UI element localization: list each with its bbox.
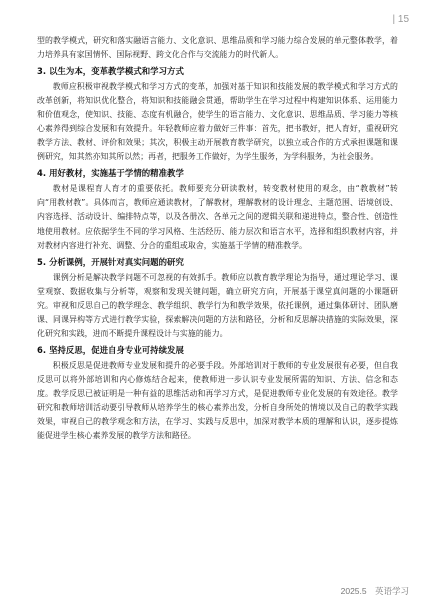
section-heading-5: 5. 分析课例，开展针对真实问题的研究 [37, 256, 184, 267]
section-paragraph-6: 积极反思是促进教师专业发展和提升的必要手段。外部培训对于教师的专业发展很有必要，但自我反思可以将外部培训和内心修炼结合起来，使教师进一步认识专业发展所需的知识、方法、信念和态度。教学反思已被证明是一种有益的思维活动和再学习方式，是促进教师专业化发展的有效途径。教学研究和教师培训活动要引导教师从培养学生的核心素养出发，分析自身所处的情境以及自己的教学实践效果，审视自己的教学观念和方法，在学习、实践与反思中，加深对教学本质的理解和认识，逐步提炼能促进学生核心素养发展的教学方法和路径。 [37, 360, 398, 441]
page-number: | 15 [392, 14, 409, 25]
footer-issue: 2025.5 [340, 586, 367, 596]
article-body [37, 34, 398, 443]
section-heading-3: 3. 以生为本，变革教学模式和学习方式 [37, 66, 184, 77]
intro-continuation: 型的教学模式，研究和落实融语言能力、文化意识、思维品质和学习能力综合发展的单元整体教学，着力培养具有家国情怀、国际视野、跨文化合作与交流能力的时代新人。 [37, 36, 398, 60]
section-heading-4: 4. 用好教材，实施基于学情的精准教学 [37, 168, 184, 179]
section-paragraph-5: 课例分析是解决教学问题不可忽视的有效抓手。教师应以教育教学理论为指导，通过理论学习、课堂观察、数据收集与分析等，观察和发现关键问题，确立研究方向，开展基于课堂真问题的小课题研究。审视和反思自己的教学理念、教学组织、教学行为和教学效果，依托课例，通过集体研讨、团队磨课、同课异构等方式进行教学实验，探索解决问题的方法和路径，分析和反思解决措施的实际效果，深化研究和实践，进而不断提升课程设计与实施的能力。 [37, 272, 398, 338]
page-footer [335, 585, 409, 597]
section-heading-6: 6. 坚持反思，促进自身专业可持续发展 [37, 344, 184, 355]
section-paragraph-4: 教材是课程育人育才的重要依托。教师要充分研读教材，转变教材使用的观念，由“教教材”转向“用教材教”。具体而言，教师应通读教材，了解教材，理解教材的设计理念、主题范围、语境创设、内容选择、活动设计、编排特点等，以及各册次、各单元之间的逻辑关联和递进特点，整合性、创造性地使用教材。应依据学生不同的学习风格、生活经历、能力层次和语言水平，选择和组织教材内容，并对教材内容进行补充、调整、分合的重组或取舍，实施基于学情的精准教学。 [37, 184, 398, 250]
footer-journal: 英语学习 [374, 586, 409, 596]
section-paragraph-3: 教师应积极审视教学模式和学习方式的变革，加强对基于知识和技能发展的教学模式和学习方式的改革创新，将知识优化整合，将知识和技能融会贯通，帮助学生在学习过程中构建知识体系、运用能力和价值观念，使知识、技能、态度有机融合，使学生的语言能力、文化意识、思维品质、学习能力等核心素养得到综合发展和有效提升。年轻教师应着力做好三件事：首先，把书教好，把人育好，重视研究教学方法、教材、评价和效果；其次，积极主动开展教育教学研究，以独立或合作的方式承担课题和课例研究，知其然亦知其所以然；再者，把服务工作做好，为学生服务，为学科服务，为社会服务。 [37, 82, 398, 162]
